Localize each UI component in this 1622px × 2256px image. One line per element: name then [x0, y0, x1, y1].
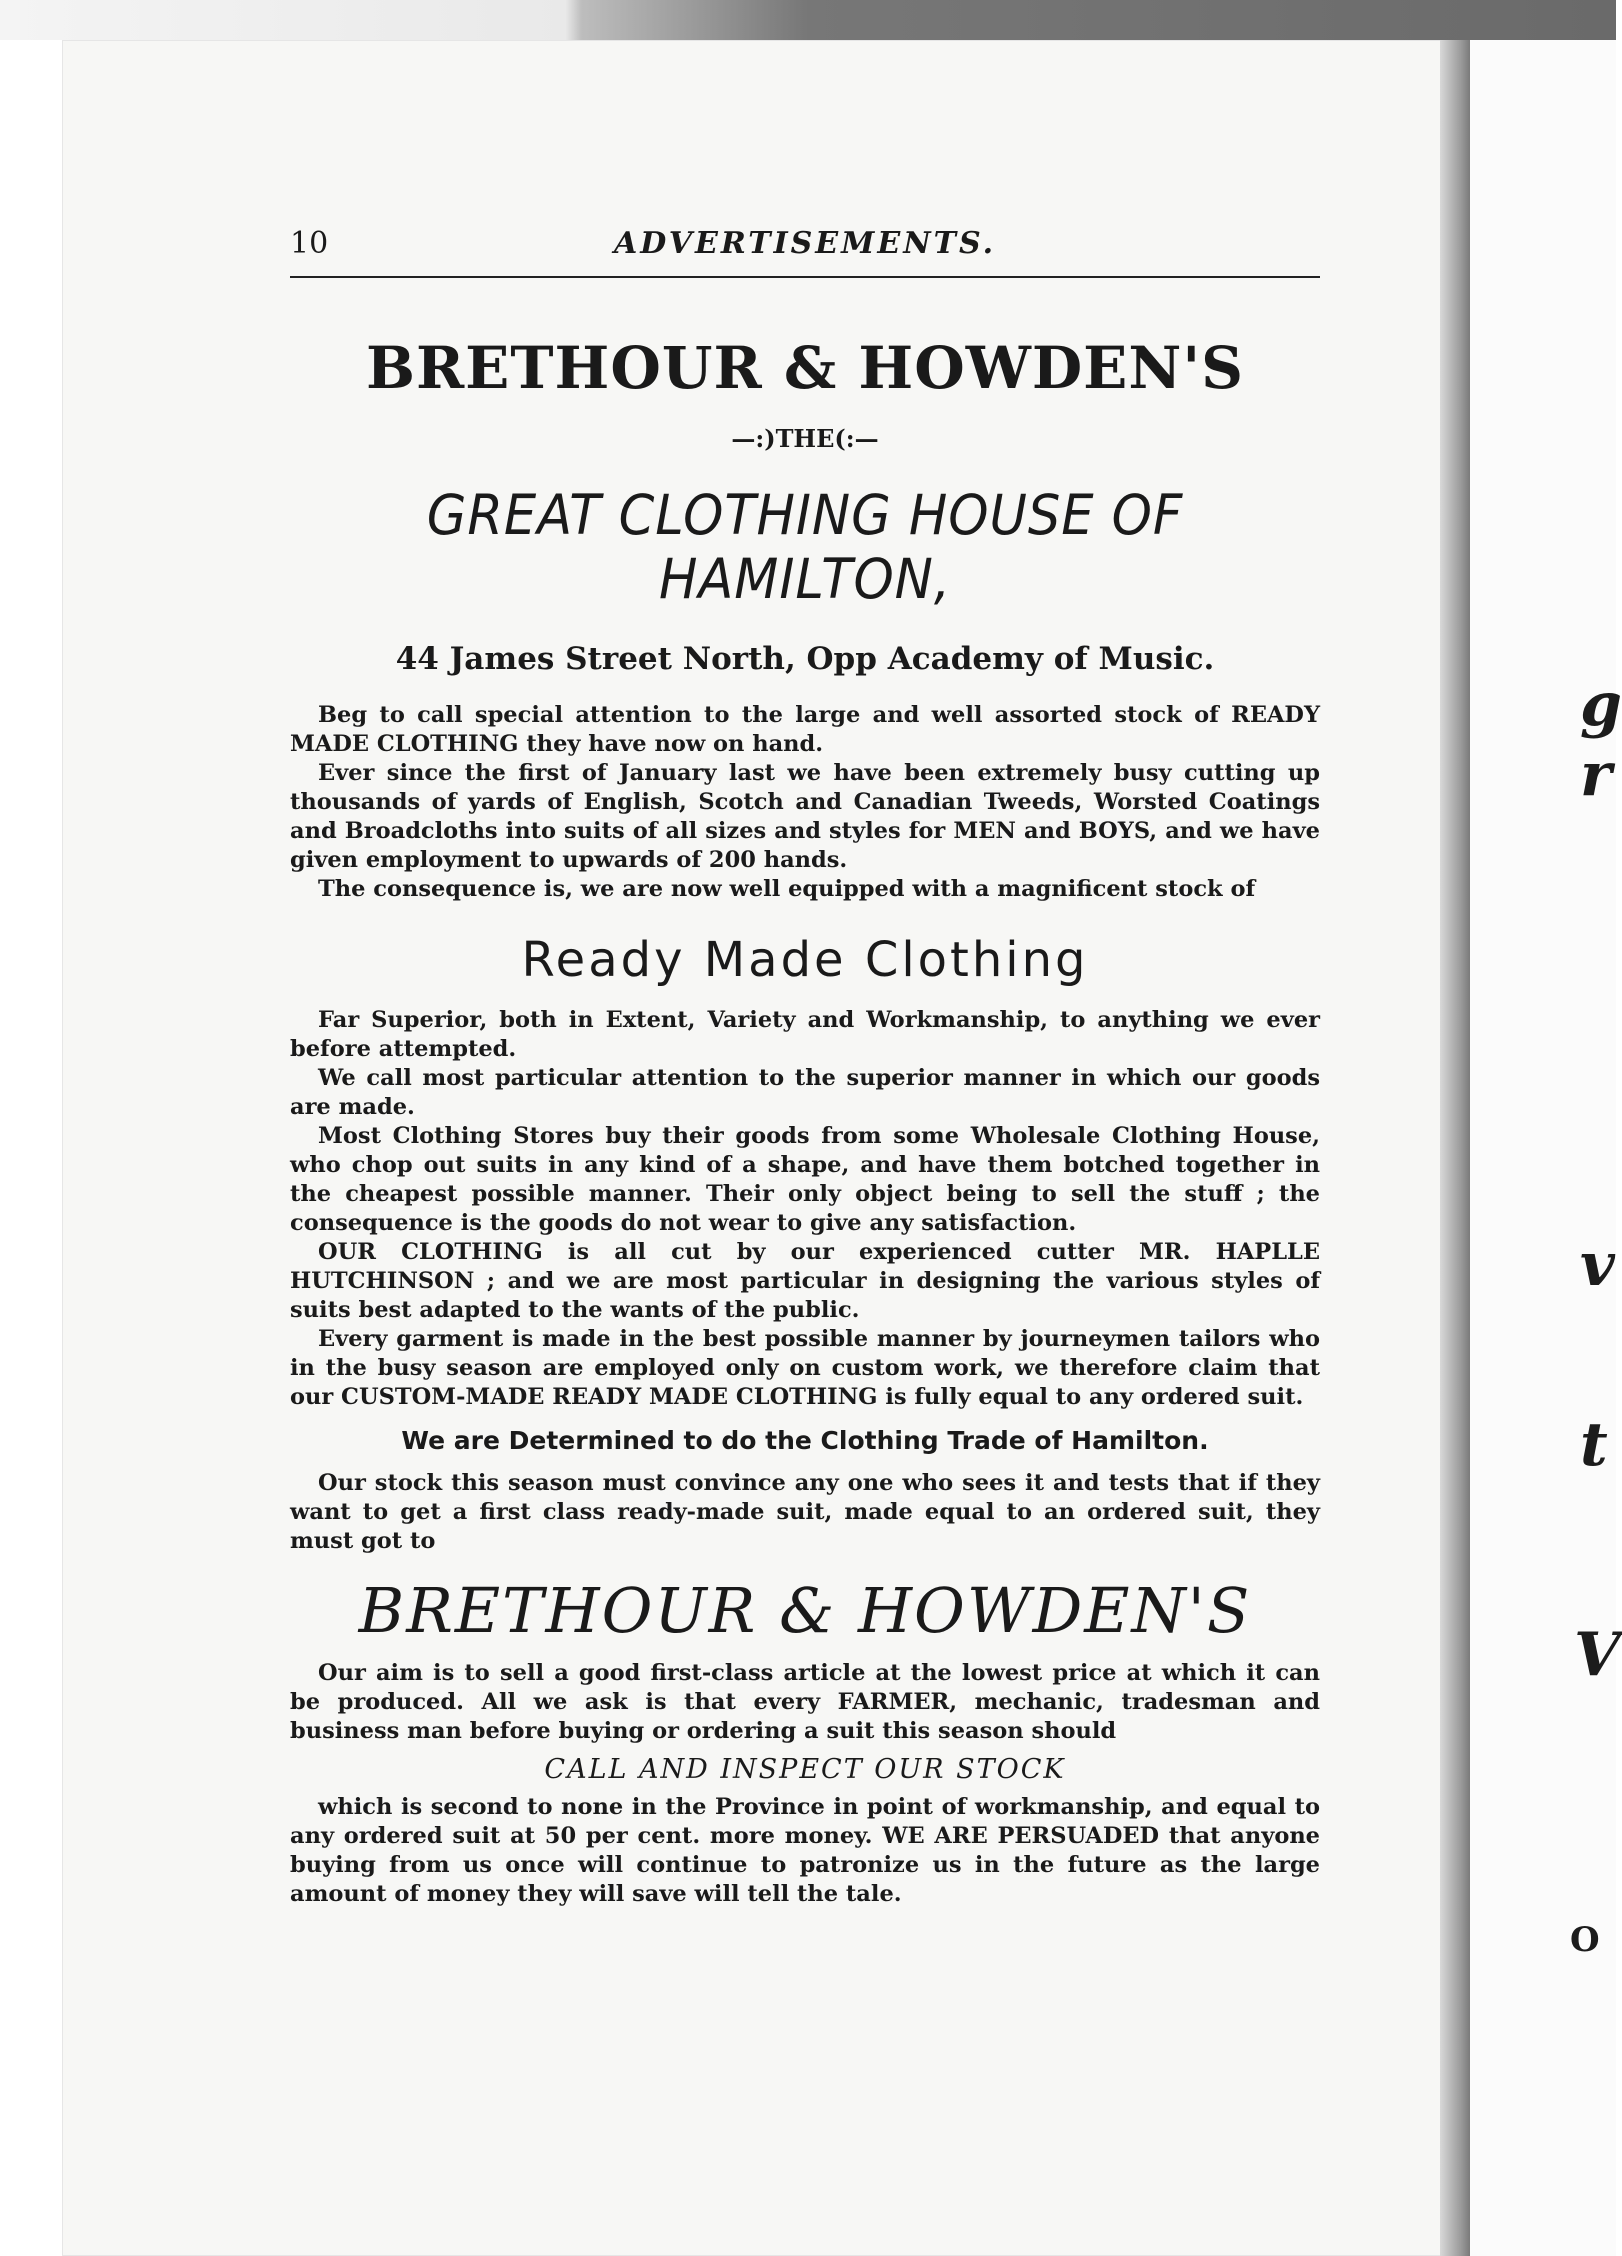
- paragraph: Most Clothing Stores buy their goods from some Wholesale Clothing House, who chop out suits in any kind of a shape, and have them botched together in the cheapest possible manner. Their only object being to sell the stuff ; the consequence is the goods do not wear to give any satisfaction.: [290, 1123, 1320, 1236]
- paragraph: Our aim is to sell a good first-class article at the lowest price at which it can be produced. All we ask is that every FARMER, mechanic, tradesman and business man before buying or ordering a suit this season should: [290, 1660, 1320, 1744]
- adjacent-glyph: r: [1580, 740, 1612, 810]
- call-inspect-line: CALL AND INSPECT OUR STOCK: [544, 1754, 1066, 1785]
- paragraph: OUR CLOTHING is all cut by our experienced cutter MR. HAPLLE HUTCHINSON ; and we are most particular in designing the various styles of suits best adapted to the wants of the public.: [290, 1239, 1320, 1323]
- brand-title: BRETHOUR & HOWDEN'S: [365, 334, 1245, 402]
- paragraph: Every garment is made in the best possible manner by journeymen tailors who in the busy season are employed only on custom work, we therefore claim that our CUSTOM-MADE READY MADE CLOTHING is fully equal to any ordered suit.: [290, 1326, 1320, 1410]
- brand-repeat: BRETHOUR & HOWDEN'S: [358, 1574, 1252, 1647]
- scan-top-strip: [0, 0, 1616, 40]
- section-title: ADVERTISEMENTS.: [613, 226, 997, 261]
- running-head: [290, 222, 1320, 278]
- paragraph: We call most particular attention to the superior manner in which our goods are made.: [290, 1065, 1320, 1120]
- intro-copy: [290, 701, 1320, 904]
- main-copy: [290, 1006, 1320, 1412]
- paragraph: Beg to call special attention to the large and well assorted stock of READY MADE CLOTHING they have now on hand.: [290, 702, 1320, 757]
- adjacent-glyph: t: [1580, 1410, 1608, 1480]
- paragraph: The consequence is, we are now well equipped with a magnificent stock of: [318, 876, 1256, 902]
- adjacent-glyph: O: [1570, 1920, 1600, 1960]
- paragraph: Our stock this season must convince any one who sees it and tests that if they want to get a first class ready-made suit, made equal to an ordered suit, they must got to: [290, 1470, 1320, 1554]
- adjacent-glyph: v: [1580, 1230, 1615, 1300]
- headline: GREAT CLOTHING HOUSE OF HAMILTON,: [426, 483, 1184, 611]
- page-number: 10: [290, 226, 329, 261]
- determined-line: We are Determined to do the Clothing Trade of Hamilton.: [401, 1426, 1209, 1455]
- adjacent-page: [1470, 40, 1622, 2256]
- paragraph: Far Superior, both in Extent, Variety and Workmanship, to anything we ever before attempted.: [290, 1007, 1320, 1062]
- paragraph: which is second to none in the Province in point of workmanship, and equal to any ordered suit at 50 per cent. more money. WE ARE PERSUADED that anyone buying from us once will continue to patronize us in the future as the large amount of money they will save will tell the tale.: [290, 1794, 1320, 1907]
- subhead-the: —:)THE(:—: [731, 424, 879, 453]
- page-binding: [1440, 40, 1470, 2256]
- paragraph: Ever since the first of January last we have been extremely busy cutting up thousands of yards of English, Scotch and Canadian Tweeds, Worsted Coatings and Broadcloths into suits of all sizes and styles for MEN and BOYS, and we have given employment to upwards of 200 hands.: [290, 760, 1320, 873]
- adjacent-glyph: V: [1574, 1620, 1621, 1690]
- adjacent-glyph: g: [1580, 670, 1622, 740]
- address-line: 44 James Street North, Opp Academy of Music.: [395, 641, 1215, 677]
- advertisement-page: [290, 222, 1320, 1909]
- display-heading: Ready Made Clothing: [521, 932, 1089, 988]
